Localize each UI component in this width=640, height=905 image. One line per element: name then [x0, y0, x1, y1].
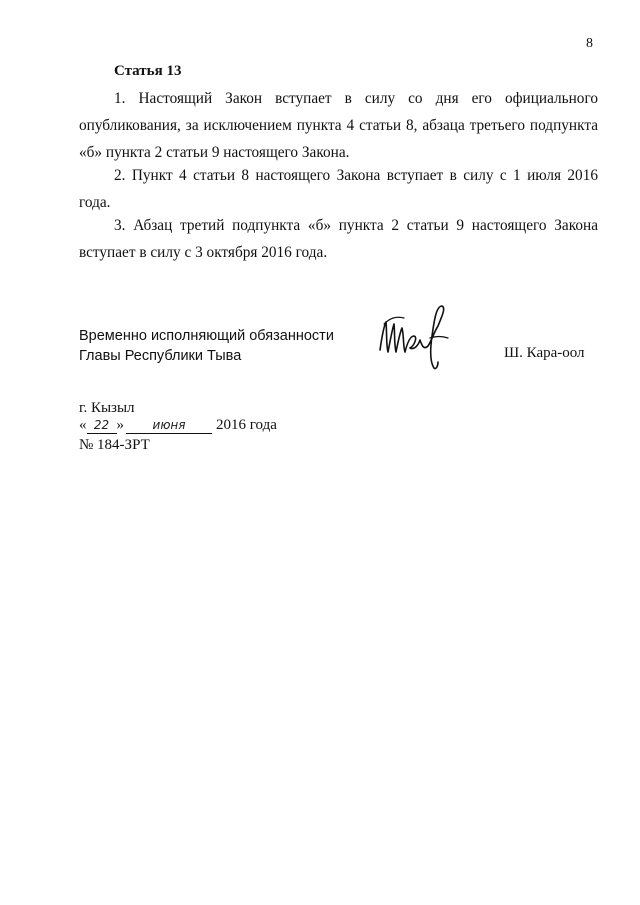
- article-paragraph-2: 2. Пункт 4 статьи 8 настоящего Закона вступает в силу с 1 июля 2016 года.: [79, 167, 598, 211]
- close-quote: »: [116, 417, 124, 433]
- open-quote: «: [79, 417, 87, 433]
- date-day: 22: [87, 417, 117, 434]
- signatory-role: [79, 326, 334, 366]
- article-paragraph-1: 1. Настоящий Закон вступает в силу со дня его официального опубликования, за исключением пункта 4 статьи 8, абзаца третьего подпункта «б» пункта 2 статьи 9 настоящего Закона.: [79, 90, 598, 161]
- page-number: 8: [586, 36, 593, 51]
- handwritten-signature: [374, 302, 464, 372]
- city: г. Кызыл: [79, 400, 135, 416]
- issuance-date: [79, 417, 277, 434]
- law-number: № 184-ЗРТ: [79, 437, 150, 453]
- article-paragraph-3: 3. Абзац третий подпункта «б» пункта 2 статьи 9 настоящего Закона вступает в силу с 3 октября 2016 года.: [79, 217, 598, 261]
- signatory-role-line-1: Временно исполняющий обязанности: [79, 328, 334, 344]
- date-month: июня: [126, 417, 212, 434]
- signatory-name: Ш. Кара-оол: [504, 345, 585, 361]
- issuance-place: [79, 398, 135, 419]
- date-year: 2016 года: [216, 417, 277, 433]
- article-title: Статья 13: [114, 63, 182, 79]
- signatory-role-line-2: Главы Республики Тыва: [79, 348, 242, 364]
